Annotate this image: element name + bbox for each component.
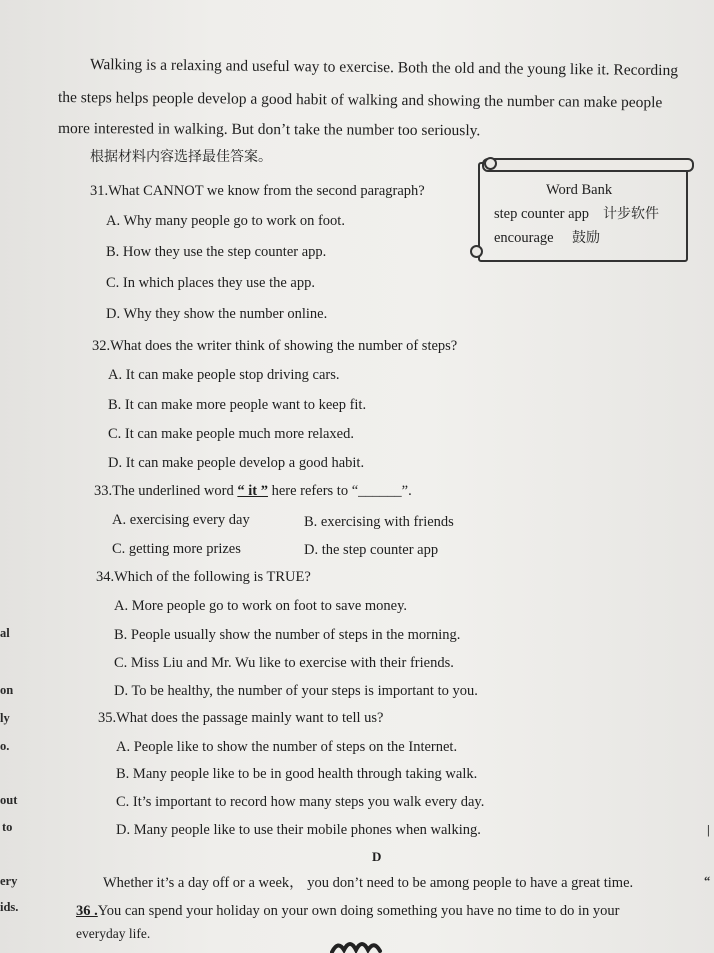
q35-stem: 35.What does the passage mainly want to tell us? — [98, 710, 384, 726]
q32-stem: 32.What does the writer think of showing the number of steps? — [92, 338, 458, 354]
word-bank-scroll-top — [482, 158, 694, 172]
margin-fragment: al — [0, 626, 10, 640]
q31-stem: 31.What CANNOT we know from the second paragraph? — [90, 183, 425, 199]
q33-underlined-word: “ it ” — [237, 483, 268, 499]
handwritten-scribble-icon — [330, 936, 390, 953]
margin-fragment: on — [0, 683, 14, 697]
q33-stem-prefix: 33.The underlined word — [94, 483, 238, 499]
margin-fragment: out — [0, 793, 18, 807]
q32-option-c: C. It can make people much more relaxed. — [108, 426, 354, 442]
q31-option-d: D. Why they show the number online. — [106, 306, 328, 322]
q32-option-b: B. It can make more people want to keep fit. — [108, 397, 367, 413]
word-bank-entry-2-en: encourage — [494, 230, 554, 246]
margin-fragment: to — [2, 820, 13, 834]
margin-mark: “ — [704, 874, 711, 888]
instruction: 根据材料内容选择最佳答案。 — [90, 149, 272, 165]
passage-line-2: the steps helps people develop a good habit of walking and showing the number can make people — [57, 89, 663, 112]
scroll-ring-bottom-icon — [470, 245, 483, 258]
q33-option-d: D. the step counter app — [304, 542, 439, 558]
section-d-line-2 — [76, 902, 619, 920]
q35-option-b: B. Many people like to be in good health through taking walk. — [116, 766, 478, 782]
q33-stem-suffix: here refers to “______”. — [267, 483, 412, 499]
q31-option-b: B. How they use the step counter app. — [106, 244, 327, 260]
q33-option-a: A. exercising every day — [112, 512, 250, 528]
margin-fragment: ids. — [0, 900, 19, 914]
margin-fragment: o. — [0, 739, 10, 753]
q35-option-c: C. It’s important to record how many steps you walk every day. — [116, 794, 485, 810]
passage-line-1: Walking is a relaxing and useful way to exercise. Both the old and the young like it. Recording — [89, 56, 679, 80]
section-d-line-2-text: You can spend your holiday on your own doing something you have no time to do in your — [97, 903, 620, 919]
word-bank-entry-1-en: step counter app — [494, 206, 590, 222]
q35-option-d: D. Many people like to use their mobile phones when walking. — [116, 822, 481, 838]
section-d-line-3: everyday life. — [76, 926, 151, 941]
q34-stem: 34.Which of the following is TRUE? — [96, 569, 311, 585]
word-bank-entry-1-cn: 计步软件 — [603, 206, 659, 222]
section-d-heading: D — [372, 849, 382, 864]
section-d-line-1: Whether it’s a day off or a week， you don’t need to be among people to have a great time. — [103, 875, 634, 891]
q33-option-c: C. getting more prizes — [112, 541, 241, 557]
q32-option-a: A. It can make people stop driving cars. — [108, 367, 340, 383]
word-bank-title: Word Bank — [546, 182, 613, 198]
q32-option-d: D. It can make people develop a good habit. — [108, 455, 365, 471]
q31-option-c: C. In which places they use the app. — [106, 275, 315, 291]
q34-option-d: D. To be healthy, the number of your steps is important to you. — [114, 683, 478, 699]
word-bank-entry-2-cn: 鼓励 — [572, 230, 600, 246]
q33-option-b: B. exercising with friends — [304, 514, 454, 530]
q34-option-b: B. People usually show the number of steps in the morning. — [114, 627, 461, 643]
q35-option-a: A. People like to show the number of steps on the Internet. — [116, 739, 458, 755]
margin-fragment: ly — [0, 711, 10, 725]
q31-option-a: A. Why many people go to work on foot. — [106, 213, 345, 229]
passage-line-3: more interested in walking. But don’t take the number too seriously. — [57, 120, 481, 140]
margin-mark: | — [707, 823, 710, 837]
q34-option-a: A. More people go to work on foot to save money. — [114, 598, 408, 614]
q33-stem — [94, 482, 412, 500]
blank-36: 36 . — [76, 903, 98, 919]
margin-fragment: ery — [0, 874, 18, 888]
scroll-ring-top-icon — [484, 157, 497, 170]
q34-option-c: C. Miss Liu and Mr. Wu like to exercise with their friends. — [114, 655, 454, 671]
